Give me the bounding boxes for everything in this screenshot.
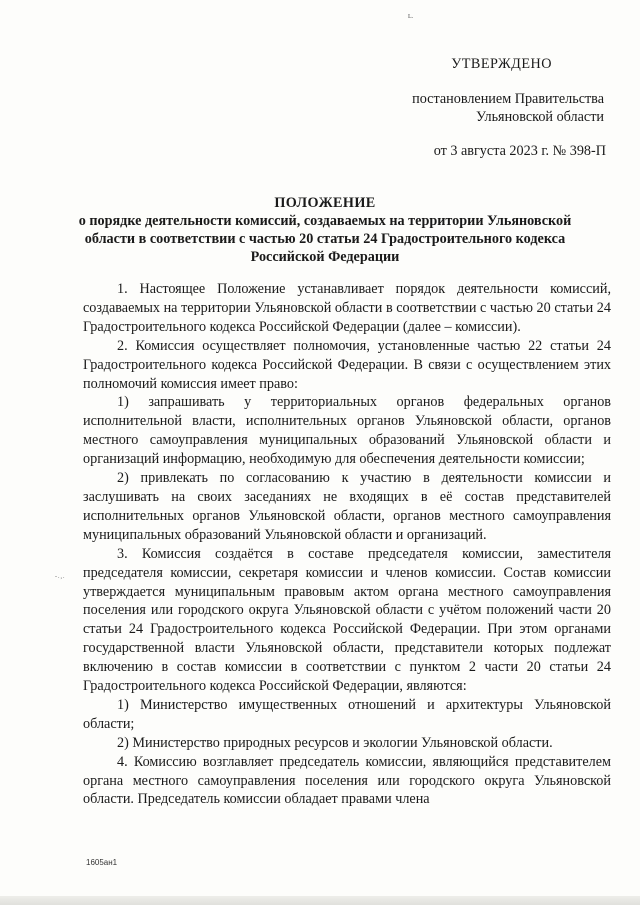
paragraph-3-item-1: 1) Министерство имущественных отношений и архитектуры Ульяновской области; bbox=[83, 696, 611, 732]
paragraph-2-item-2: 2) привлекать по согласованию к участию в деятельности комиссии и заслушивать на своих заседаниях не входящих в её состав представителей исполнительных органов Ульяновской области, органов местного самоуправления муниципальных образований Ульяновской области и организаций. bbox=[83, 470, 611, 543]
paragraph-2-item-1: 1) запрашивать у территориальных органов федеральных органов исполнительной власти, исполнительных органов Ульяновской области, органов местного самоуправления муниципальных образований Ульяновской области и организаций информацию, необходимую для обеспечения деятельности комиссии; bbox=[83, 394, 611, 468]
approved-by bbox=[412, 90, 604, 126]
paragraph-4: 4. Комиссию возглавляет председатель комиссии, являющийся представителем органа местного самоуправления поселения или городского округа Ульяновской области. Председатель комиссии обладает правами члена bbox=[83, 753, 611, 808]
approved-by-line2: Ульяновской области bbox=[476, 109, 604, 125]
footer-code: 1605ан1 bbox=[86, 858, 118, 867]
paragraph-2: 2. Комиссия осуществляет полномочия, установленные частью 22 статьи 24 Градостроительного кодекса Российской Федерации. В связи с осуществлением этих полномочий комиссия имеет право: bbox=[83, 337, 611, 392]
scan-bottom-edge bbox=[0, 896, 640, 905]
paragraph-3-item-2: 2) Министерство природных ресурсов и экологии Ульяновской области. bbox=[117, 734, 553, 751]
margin-mark: -.,. bbox=[55, 574, 66, 580]
paragraph-3: 3. Комиссия создаётся в составе председателя комиссии, заместителя председателя комиссии, секретаря комиссии и членов комиссии. Состав комиссии утверждается муниципальным правовым актом органа местного самоуправления поселения или городского округа Ульяновской области с учётом положений части 20 статьи 24 Градостроительного кодекса Российской Федерации. При этом органами государственной власти Ульяновской области, представители которых подлежат включению в состав комиссии в соответствии с пунктом 2 части 20 статьи 24 Градостроительного кодекса Российской Федерации, являются: bbox=[83, 545, 611, 695]
approved-date: от 3 августа 2023 г. № 398-П bbox=[433, 143, 606, 159]
paragraph-1: 1. Настоящее Положение устанавливает порядок деятельности комиссий, создаваемых на территории Ульяновской области в соответствии с частью 20 статьи 24 Градостроительного кодекса Российской Федерации (далее – комиссии). bbox=[83, 281, 611, 335]
approved-title: УТВЕРЖДЕНО bbox=[451, 56, 552, 72]
corner-mark: L. bbox=[408, 14, 414, 20]
approved-by-line1: постановлением Правительства bbox=[412, 91, 604, 107]
document-subtitle: о порядке деятельности комиссий, создаваемых на территории Ульяновской области в соответствии с частью 20 статьи 24 Градостроительного кодекса Российской Федерации bbox=[78, 213, 572, 265]
document-title: ПОЛОЖЕНИЕ bbox=[274, 195, 376, 211]
document-title-block bbox=[60, 194, 590, 266]
document-body bbox=[83, 280, 611, 809]
